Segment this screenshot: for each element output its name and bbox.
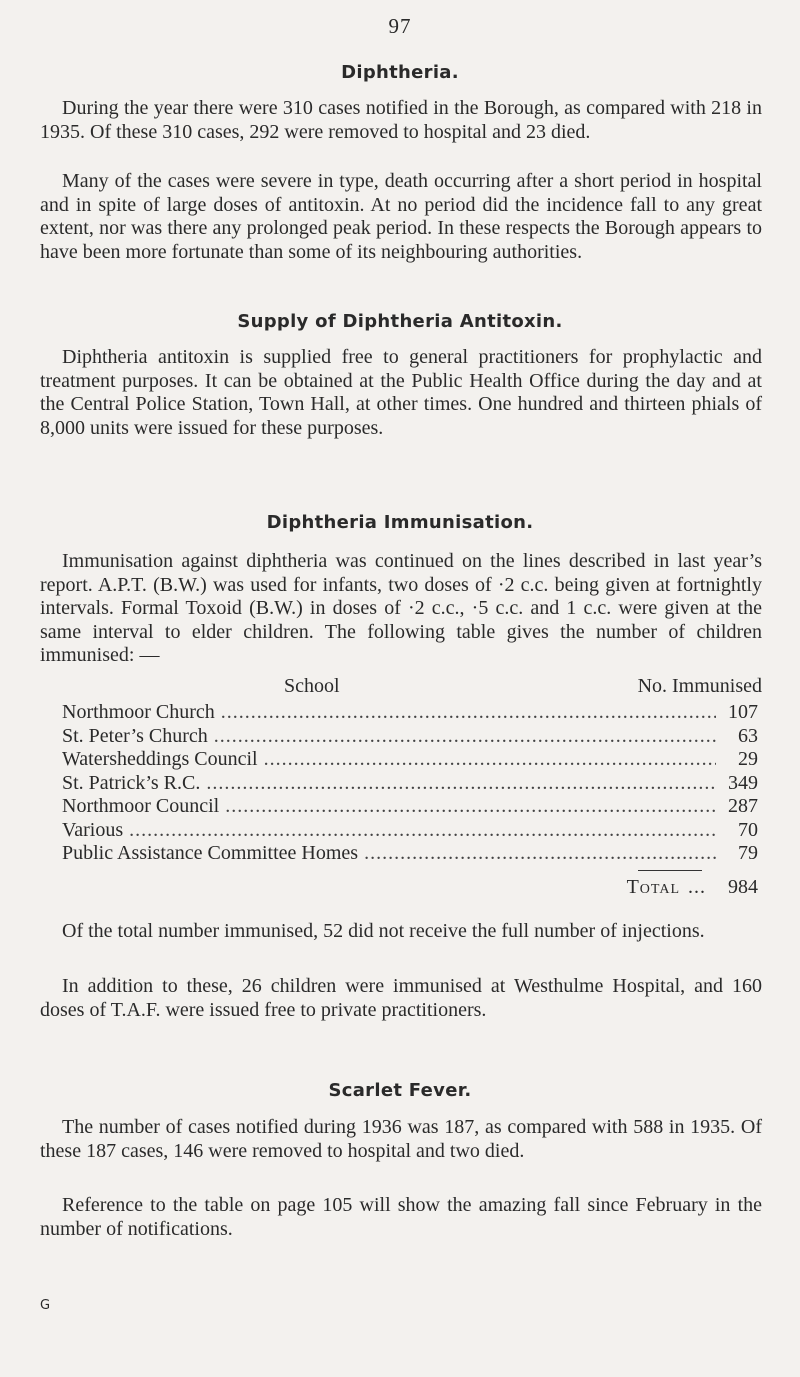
dot-leader [221,701,716,725]
heading-supply-antitoxin: Supply of Diphtheria Antitoxin. [237,311,563,332]
column-header-school: School [284,675,340,697]
table-row [62,795,762,819]
paragraph-immunisation-method: Immunisation against diphtheria was continued on the lines described in last year’s report. A.P.T. (B.W.) was used for infants, two doses of ·2 c.c. being given at fortnightly intervals. Formal Toxoid (B.W.) in doses of ·2 c.c., ·5 c.c. and 1 c.c. were given at the same interval to elder children. The following table gives the number of children immunised: — [40,550,762,666]
table-header [62,675,762,701]
table-row [62,725,762,749]
paragraph-westhulme-hospital: In addition to these, 26 children were immunised at Westhulme Hospital, and 160 doses of T.A.F. were issued free to private practitioners. [40,975,762,1021]
immunised-count: 287 [728,795,758,817]
school-name: Northmoor Church [62,701,215,723]
paragraph-notifications-fall: Reference to the table on page 105 will show the amazing fall since February in the number of notifications. [40,1194,762,1240]
school-name: St. Patrick’s R.C. [62,771,201,794]
paragraph-diphtheria-cases: During the year there were 310 cases notified in the Borough, as compared with 218 in 1935. Of these 310 cases, 292 were removed to hospital and 23 died. [40,97,762,143]
immunised-count: 70 [738,818,758,841]
immunised-count: 29 [738,748,758,770]
table-row [62,748,762,772]
paragraph-scarlet-fever-cases: The number of cases notified during 1936 was 187, as compared with 588 in 1935. Of these 187 cases, 146 were removed to hospital and two died. [40,1116,762,1162]
dot-leader [129,819,716,843]
immunised-count: 63 [738,724,758,747]
immunised-count: 349 [728,771,758,794]
table-row [62,819,762,843]
dot-leader [364,842,716,866]
total-rule-line [638,870,702,871]
paragraph-incomplete-injections: Of the total number immunised, 52 did not receive the full number of injections. [62,920,705,942]
page-number: 97 [388,14,412,38]
dot-leader [264,748,716,772]
total-value: 984 [728,876,758,898]
school-name: Various [62,818,124,841]
dot-leader [206,772,716,796]
dot-leader [214,725,716,749]
heading-diphtheria-immunisation: Diphtheria Immunisation. [266,512,534,533]
heading-scarlet-fever: Scarlet Fever. [328,1080,472,1101]
table-row [62,842,762,866]
paragraph-diphtheria-severity: Many of the cases were severe in type, death occurring after a short period in hospital and in spite of large doses of antitoxin. At no period did the incidence fall to any great extent, nor was there any prolonged peak period. In these respects the Borough appears to have been more fortunate than some of its neighbouring authorities. [40,170,762,263]
heading-diphtheria: Diphtheria. [341,62,459,83]
school-name: Northmoor Council [62,795,220,817]
total-dots: ... [688,876,706,898]
immunised-count: 79 [738,842,758,864]
immunisation-table [62,675,762,866]
dot-leader [225,795,716,819]
school-name: Public Assistance Committee Homes [62,842,359,864]
column-header-no-immunised: No. Immunised [637,675,762,697]
table-row [62,701,762,725]
table-row [62,772,762,796]
paragraph-antitoxin-supply: Diphtheria antitoxin is supplied free to general practitioners for prophylactic and treatment purposes. It can be obtained at the Public Health Office during the day and at the Central Police Station, Town Hall, at other times. One hundred and thirteen phials of 8,000 units were issued for these purposes. [40,346,762,439]
signature-mark: G [40,1298,51,1313]
school-name: St. Peter’s Church [62,724,208,747]
immunised-count: 107 [728,701,758,723]
table-total-row [500,876,762,899]
total-label: Total [626,876,680,898]
school-name: Watersheddings Council [62,748,258,770]
